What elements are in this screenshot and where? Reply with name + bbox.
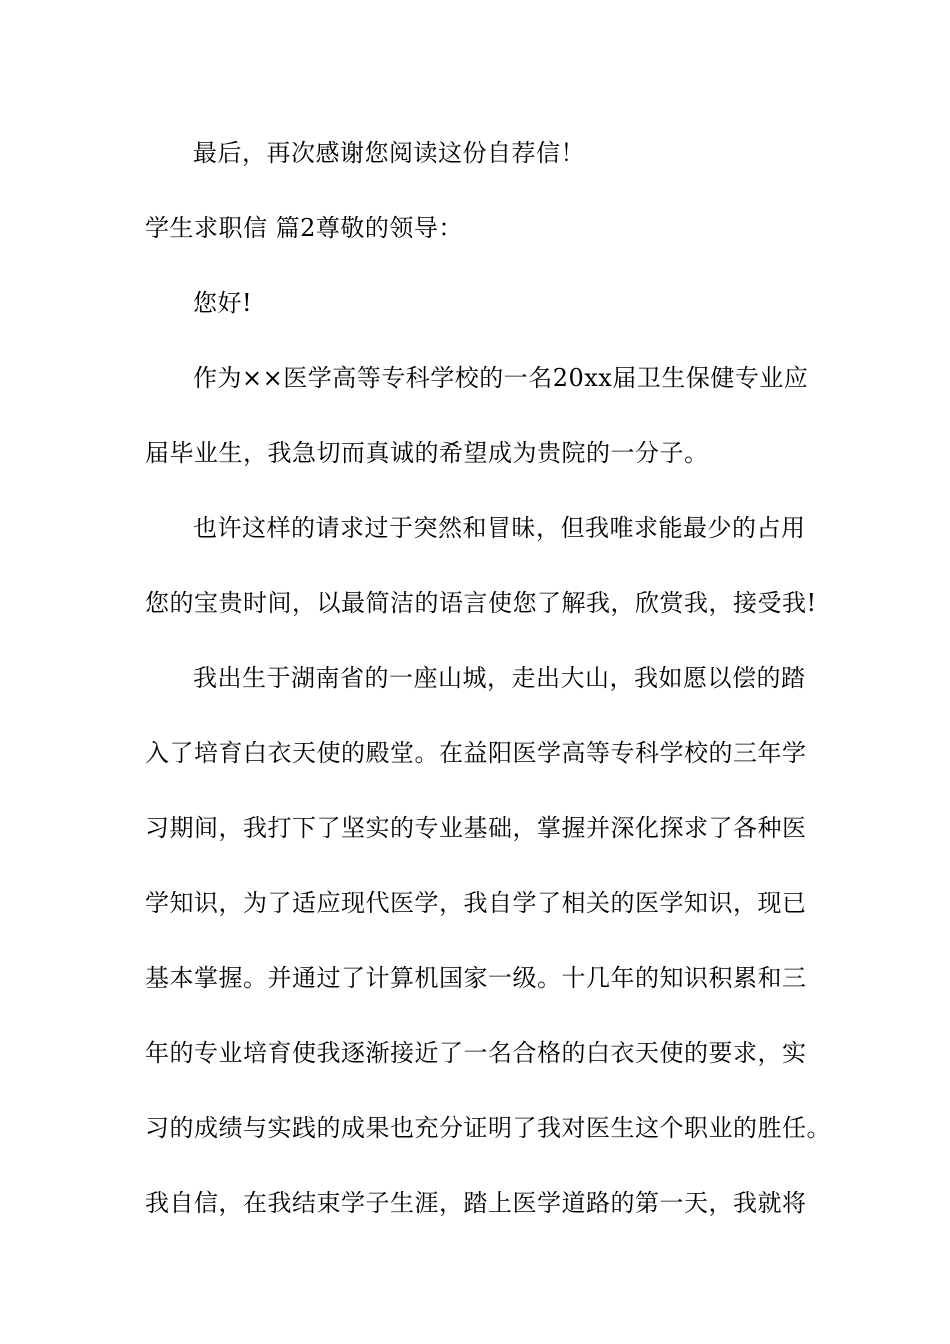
paragraph-line: 我自信，在我结束学子生涯，踏上医学道路的第一天，我就将 bbox=[145, 1189, 807, 1217]
paragraph-line: 我出生于湖南省的一座山城，走出大山，我如愿以偿的踏 bbox=[193, 664, 806, 692]
paragraph-line: 您的宝贵时间，以最简洁的语言使您了解我，欣赏我，接受我! bbox=[145, 589, 817, 617]
paragraph-line: 习的成绩与实践的成果也充分证明了我对医生这个职业的胜任。 bbox=[145, 1114, 831, 1142]
paragraph-line: 基本掌握。并通过了计算机国家一级。十几年的知识积累和三 bbox=[145, 964, 807, 992]
greeting-line: 您好! bbox=[193, 289, 253, 317]
closing-thanks-line: 最后，再次感谢您阅读这份自荐信！ bbox=[193, 139, 585, 167]
paragraph-line: 届毕业生，我急切而真诚的希望成为贵院的一分子。 bbox=[145, 439, 709, 467]
letter-heading: 学生求职信 篇2尊敬的领导： bbox=[145, 214, 463, 242]
paragraph-line: 学知识，为了适应现代医学，我自学了相关的医学知识，现已 bbox=[145, 889, 807, 917]
paragraph-line: 也许这样的请求过于突然和冒昧，但我唯求能最少的占用 bbox=[193, 514, 806, 542]
paragraph-line: 习期间，我打下了坚实的专业基础，掌握并深化探求了各种医 bbox=[145, 814, 807, 842]
paragraph-line: 作为××医学高等专科学校的一名20xx届卫生保健专业应 bbox=[193, 364, 809, 392]
paragraph-line: 年的专业培育使我逐渐接近了一名合格的白衣天使的要求，实 bbox=[145, 1039, 807, 1067]
paragraph-line: 入了培育白衣天使的殿堂。在益阳医学高等专科学校的三年学 bbox=[145, 739, 807, 767]
